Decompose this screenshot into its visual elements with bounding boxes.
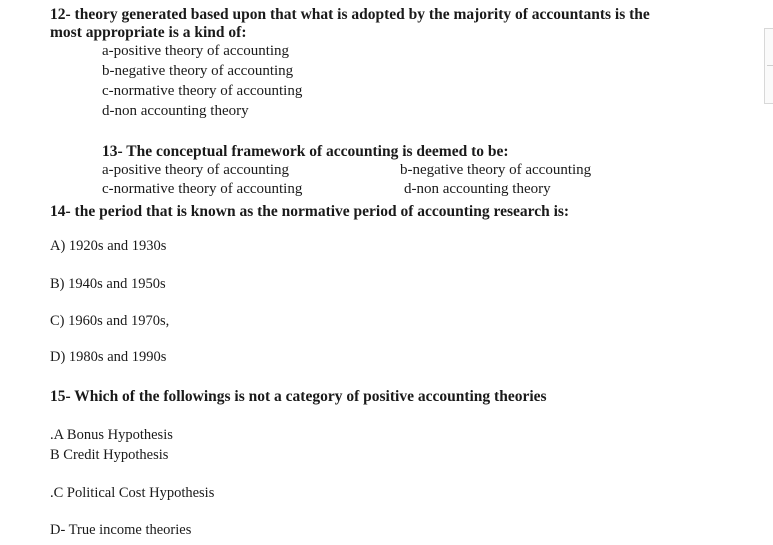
q12-question-line1: 12- theory generated based upon that what is adopted by the majority of accountants is the [50,6,650,23]
q14-option-c: C) 1960s and 1970s, [50,313,170,329]
q13-question: 13- The conceptual framework of accounting is deemed to be: [102,143,509,160]
q14-option-b: B) 1940s and 1950s [50,276,166,292]
page-edge-tab [764,28,773,104]
q12-question-line2: most appropriate is a kind of: [50,24,247,41]
q13-option-c: c-normative theory of accounting [102,181,303,197]
q12-option-a: a-positive theory of accounting [102,43,290,59]
q12-option-d: d-non accounting theory [102,103,249,119]
q14-option-a: A) 1920s and 1930s [50,238,167,254]
q15-option-c: .C Political Cost Hypothesis [50,485,215,501]
q15-option-d: D- True income theories [50,522,192,538]
q15-option-a: .A Bonus Hypothesis [50,427,173,443]
q14-option-d: D) 1980s and 1990s [50,349,167,365]
q13-option-b: b-negative theory of accounting [400,162,592,178]
q13-option-d: d-non accounting theory [404,181,551,197]
q15-question: 15- Which of the followings is not a category of positive accounting theories [50,388,547,405]
q12-option-c: c-normative theory of accounting [102,83,303,99]
q14-question: 14- the period that is known as the normative period of accounting research is: [50,203,570,220]
q15-option-b: B Credit Hypothesis [50,447,169,463]
q12-option-b: b-negative theory of accounting [102,63,294,79]
q13-option-a: a-positive theory of accounting [102,162,290,178]
